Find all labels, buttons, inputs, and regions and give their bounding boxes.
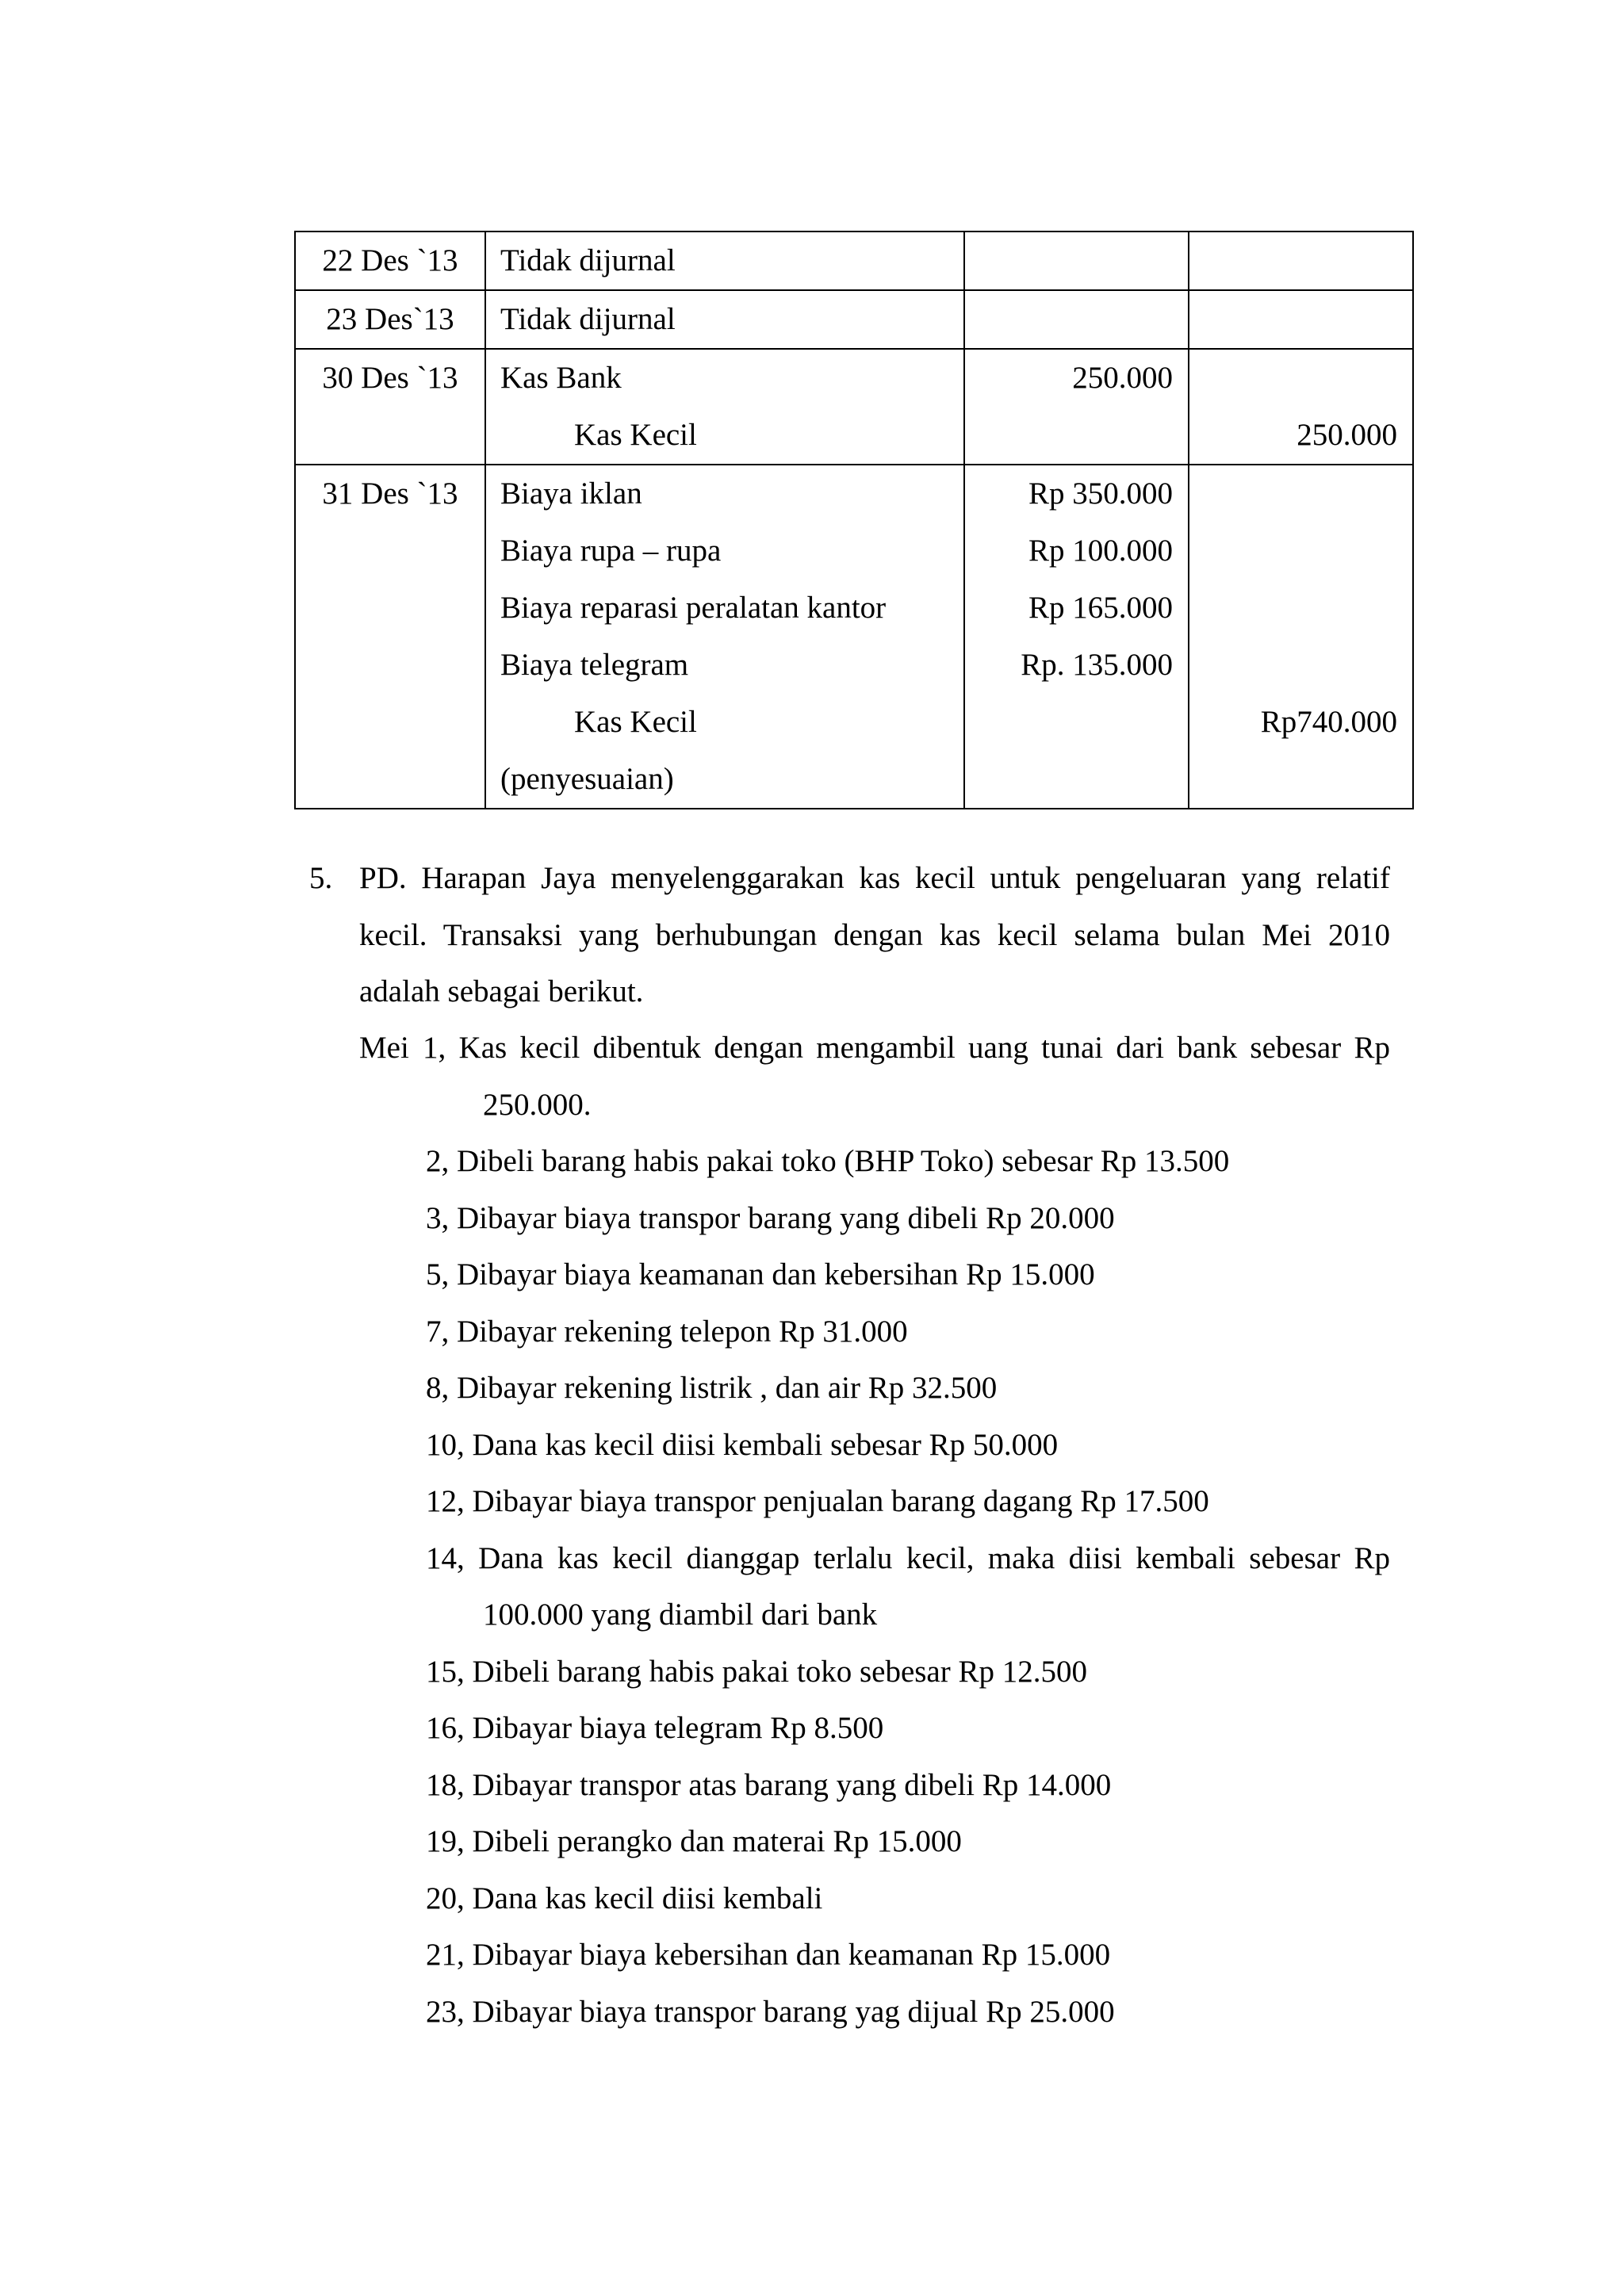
- journal-credit: [1189, 465, 1413, 809]
- journal-credit: [1189, 232, 1413, 290]
- list-item: 21, Dibayar biaya kebersihan dan keamanan Rp 15.000: [426, 1938, 1111, 1972]
- problem-intro: [359, 850, 1390, 1020]
- journal-account: Kas Bank Kas Kecil: [485, 349, 964, 465]
- intro-line: kecil. Transaksi yang berhubungan dengan kas kecil selama bulan Mei 2010: [359, 917, 1390, 952]
- journal-debit: Rp 350.000 Rp 100.000 Rp 165.000 Rp. 135.000: [964, 465, 1189, 809]
- journal-row: [295, 290, 1413, 349]
- journal-row: [295, 232, 1413, 290]
- credit-total: Rp740.000: [1260, 705, 1397, 739]
- journal-row: [295, 349, 1413, 465]
- first-item: [423, 1020, 1390, 1077]
- month-label: Mei: [359, 1031, 409, 1065]
- list-item-continuation: 250.000.: [483, 1088, 592, 1122]
- journal-row: [295, 465, 1413, 809]
- list-item: 23, Dibayar biaya transpor barang yag dijual Rp 25.000: [426, 1995, 1115, 2029]
- list-item: 3, Dibayar biaya transpor barang yang dibeli Rp 20.000: [426, 1201, 1115, 1235]
- journal-account: Tidak dijurnal: [485, 232, 964, 290]
- list-item: 18, Dibayar transpor atas barang yang dibeli Rp 14.000: [426, 1768, 1112, 1802]
- list-item-wrap: [426, 1530, 1390, 1587]
- journal-date: 30 Des `13: [295, 349, 485, 465]
- journal-debit: [964, 290, 1189, 349]
- list-item: 16, Dibayar biaya telegram Rp 8.500: [426, 1711, 884, 1745]
- list-item-continuation: 100.000 yang diambil dari bank: [483, 1598, 878, 1632]
- journal-account: Biaya iklan Biaya rupa – rupa Biaya reparasi peralatan kantor Biaya telegram Kas Kecil (penyesuaian): [485, 465, 964, 809]
- list-item: 7, Dibayar rekening telepon Rp 31.000: [426, 1314, 908, 1349]
- list-item: 15, Dibeli barang habis pakai toko sebesar Rp 12.500: [426, 1655, 1087, 1689]
- journal-debit: [964, 232, 1189, 290]
- journal-date: 23 Des`13: [295, 290, 485, 349]
- list-item: 8, Dibayar rekening listrik , dan air Rp 32.500: [426, 1371, 998, 1405]
- list-item: 12, Dibayar biaya transpor penjualan barang dagang Rp 17.500: [426, 1484, 1209, 1518]
- list-item: 20, Dana kas kecil diisi kembali: [426, 1881, 823, 1915]
- intro-line: adalah sebagai berikut.: [359, 974, 644, 1008]
- journal-credit: 250.000: [1189, 349, 1413, 465]
- list-item: 1, Kas kecil dibentuk dengan mengambil uang tunai dari bank sebesar Rp: [423, 1031, 1390, 1065]
- journal-date: 31 Des `13: [295, 465, 485, 809]
- journal-account: Tidak dijurnal: [485, 290, 964, 349]
- journal-date: 22 Des `13: [295, 232, 485, 290]
- journal-credit: [1189, 290, 1413, 349]
- intro-line: PD. Harapan Jaya menyelenggarakan kas kecil untuk pengeluaran yang relatif: [359, 861, 1390, 895]
- problem-number: 5.: [309, 861, 333, 895]
- list-item: 5, Dibayar biaya keamanan dan kebersihan Rp 15.000: [426, 1257, 1095, 1292]
- journal-table: [294, 231, 1414, 809]
- list-item: 14, Dana kas kecil dianggap terlalu kecil, maka diisi kembali sebesar Rp: [426, 1541, 1390, 1575]
- list-item: 2, Dibeli barang habis pakai toko (BHP Toko) sebesar Rp 13.500: [426, 1144, 1230, 1178]
- list-item: 19, Dibeli perangko dan materai Rp 15.000: [426, 1824, 962, 1858]
- list-item: 10, Dana kas kecil diisi kembali sebesar Rp 50.000: [426, 1428, 1059, 1462]
- journal-debit: 250.000: [964, 349, 1189, 465]
